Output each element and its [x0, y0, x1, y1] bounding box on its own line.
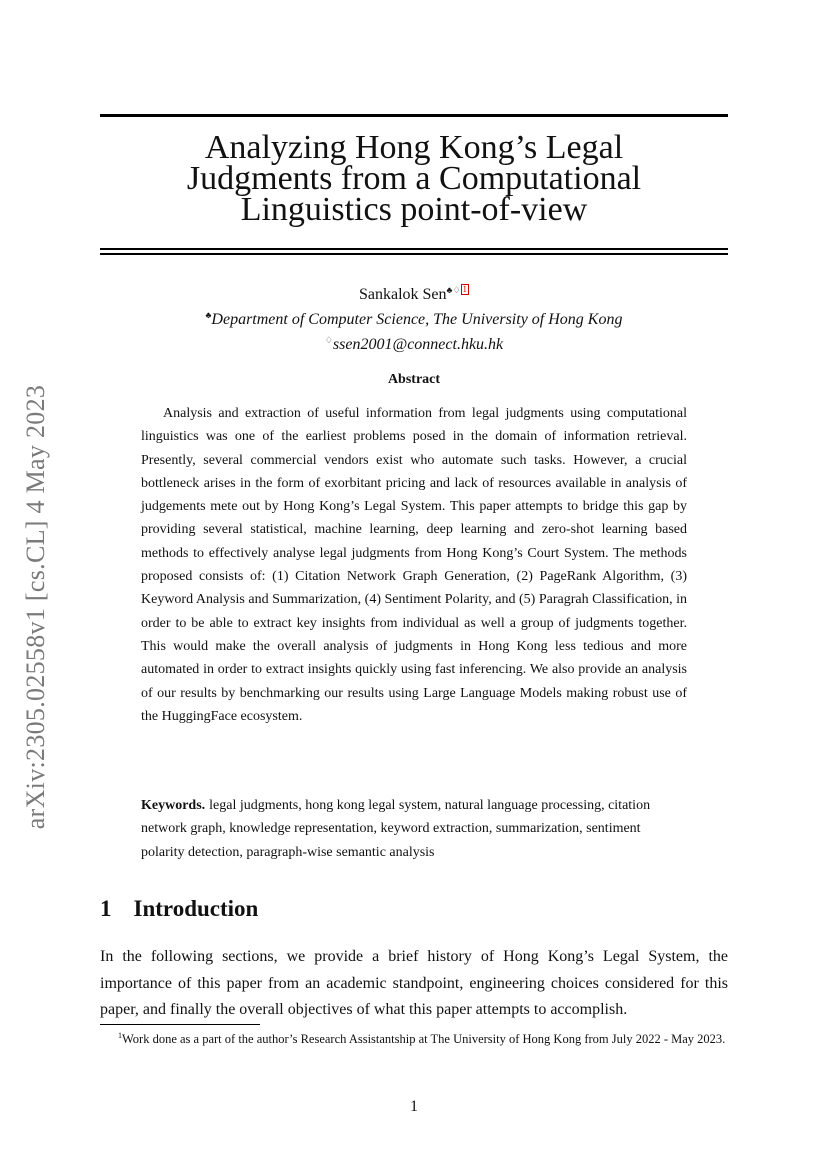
footnote-separator: [100, 1024, 260, 1025]
email-mark: ♢: [324, 335, 333, 345]
keywords-label: Keywords.: [141, 798, 206, 813]
section-heading: [100, 896, 258, 922]
title-line: Analyzing Hong Kong’s Legal: [204, 129, 624, 166]
introduction-paragraph: In the following sections, we provide a brief history of Hong Kong’s Legal System, the importance of this paper from an academic standpoint, engineering choices considered for this paper, and finally the overall objectives of what this paper attempts to accomplish.: [100, 948, 728, 1018]
author-name-line: [100, 280, 728, 302]
title-line: Linguistics point-of-view: [240, 191, 588, 228]
arxiv-identifier-stamp: [0, 367, 72, 847]
keywords-paragraph: [141, 794, 687, 864]
email-line: [100, 330, 728, 352]
paper-title: [100, 129, 728, 228]
title-top-rule: [100, 114, 728, 117]
author-name: Sankalok Sen: [358, 286, 447, 303]
footnote-text: Work done as a part of the author’s Research Assistantship at The University of Hong Kong from July 2022 - May 2023.: [122, 1032, 726, 1046]
abstract-text: Analysis and extraction of useful information from legal judgments using computational linguistics was one of the earliest problems posed in the domain of information retrieval. Presently, several commercial vendors exist who automate such tasks. However, a crucial bottleneck arises in the form of exorbitant pricing and lack of resources available in analysis of judgements mete out by Hong Kong’s Legal System. This paper attempts to bridge this gap by providing several statistical, machine learning, deep learning and zero-shot learning based methods to effectively analyse legal judgments from Hong Kong’s Court System. The methods proposed consists of: (1) Citation Network Graph Generation, (2) PageRank Algorithm, (3) Keyword Analysis and Summarization, (4) Sentiment Polarity, and (5) Paragrah Classification, in order to be able to extract key insights from individual as well a group of judgments together. This would make the overall analysis of judgments in Hong Kong less tedious and more automated in order to extract insights quickly using fast inferencing. We also provide an analysis of our results by benchmarking our results using Large Language Models making robust use of the HuggingFace ecosystem.: [141, 406, 687, 724]
keywords-text: legal judgments, hong kong legal system, natural language processing, citation network graph, knowledge representation, keyword extraction, summarization, sentiment polarity detection, paragraph-wise semantic analysis: [141, 798, 651, 860]
section-title: Introduction: [133, 896, 259, 921]
affiliation-mark: ♣: [205, 310, 212, 320]
title-bottom-rule-second: [100, 253, 728, 255]
author-block: [100, 280, 728, 352]
section-number: 1: [100, 896, 112, 921]
footnote-mark: 1: [118, 1031, 122, 1040]
author-marks: ♣♢: [446, 285, 461, 295]
author-email: ssen2001@connect.hku.hk: [332, 336, 504, 353]
title-line: Judgments from a Computational: [186, 160, 642, 197]
affiliation-line: [100, 305, 728, 327]
footnote-reference-link[interactable]: 1: [462, 284, 468, 294]
affiliation: Department of Computer Science, The University of Hong Kong: [211, 311, 623, 328]
abstract-heading: Abstract: [387, 372, 441, 387]
footnote: [100, 1027, 728, 1048]
title-bottom-rule: [100, 248, 728, 250]
arxiv-identifier-text: arXiv:2305.02558v1 [cs.CL] 4 May 2023: [21, 384, 50, 830]
page-number: 1: [410, 1098, 418, 1115]
